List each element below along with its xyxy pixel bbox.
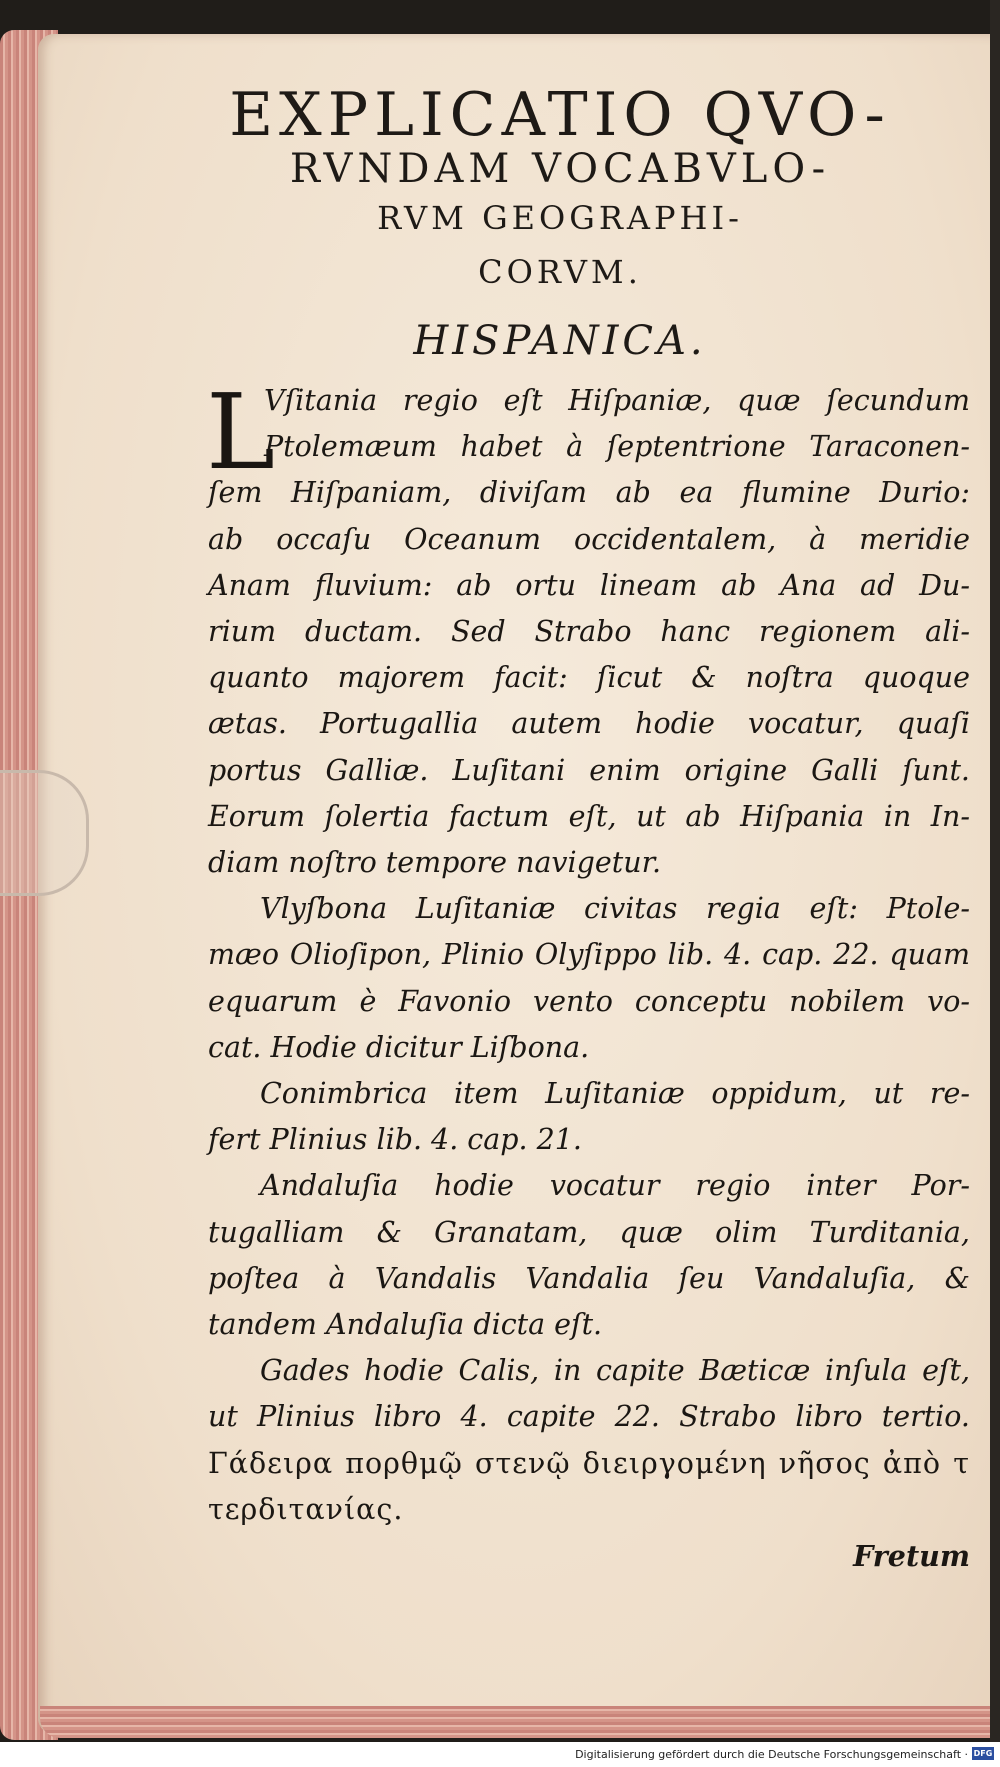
text-line: diam noſtro tempore navigetur.	[208, 846, 662, 880]
greek-text-line: τερδιτανίας.	[208, 1492, 404, 1526]
text-line: ab occaſu Oceanum occidentalem, à meridie	[208, 522, 970, 556]
right-border	[990, 0, 1000, 1767]
text-line: equarum è Favonio vento conceptu nobilem vo-	[208, 984, 970, 1018]
text-line: poſtea à Vandalis Vandalia ſeu Vandaluſia, &	[208, 1261, 970, 1295]
text-line: Eorum ſolertia factum eſt, ut ab Hiſpania in In-	[208, 799, 970, 833]
dfg-logo-icon: DFG	[973, 1749, 993, 1758]
text-line: portus Galliæ. Luſitani enim origine Galli ſunt.	[208, 753, 970, 787]
bookmark-tab	[0, 770, 89, 896]
text-line: Andaluſia hodie vocatur regio inter Por-	[260, 1169, 970, 1203]
title-line-2: RVNDAM VOCABVLO-	[289, 146, 831, 192]
text-line: Vlyſbona Luſitaniæ civitas regia eſt: Ptole-	[260, 892, 970, 926]
section-heading: HISPANICA.	[413, 318, 707, 364]
text-line: fert Plinius lib. 4. cap. 21.	[208, 1123, 582, 1157]
footer-bar	[0, 1742, 1000, 1767]
catchword: Fretum	[853, 1539, 970, 1574]
title-line-4: CORVM.	[478, 253, 642, 291]
text-line: rium ductam. Sed Strabo hanc regionem ali-	[208, 615, 970, 649]
text-line: mæo Olioſipon, Plinio Olyſippo lib. 4. cap. 22. quam	[208, 938, 970, 972]
text-line: Ptolemæum habet à ſeptentrione Taraconen-	[264, 430, 970, 464]
text-line: ut Plinius libro 4. capite 22. Strabo libro tertio.	[208, 1400, 970, 1434]
text-line: cat. Hodie dicitur Liſbona.	[208, 1030, 590, 1064]
drop-cap: L	[206, 371, 276, 493]
title-line-3: RVM GEOGRAPHI-	[377, 199, 743, 237]
text-line: Gades hodie Calis, in capite Bæticæ inſula eſt,	[260, 1354, 970, 1388]
text-line: ſem Hiſpaniam, diviſam ab ea flumine Durio:	[208, 476, 970, 510]
text-line: quanto majorem facit: ſicut & noſtra quoque	[208, 661, 970, 695]
text-line: tandem Andaluſia dicta eſt.	[208, 1308, 603, 1342]
funding-credit: Digitalisierung gefördert durch die Deutsche Forschungsgemeinschaft ·	[575, 1748, 968, 1761]
text-line: Conimbrica item Luſitaniæ oppidum, ut re-	[260, 1077, 970, 1111]
greek-text-line: Γάδειρα πορθμῷ στενῷ διειργομένη νῆσος ἀπὸ τ	[208, 1446, 970, 1480]
body-text	[206, 371, 970, 1579]
text-line: tugalliam & Granatam, quæ olim Turditania,	[208, 1215, 970, 1249]
text-line: Anam fluvium: ab ortu lineam ab Ana ad Du-	[208, 568, 970, 602]
text-line: ætas. Portugallia autem hodie vocatur, quaſi	[208, 707, 970, 741]
page-bottom-edges	[40, 1706, 1000, 1738]
title-line-1: EXPLICATIO QVO-	[229, 80, 891, 150]
text-line: Vſitania regio eſt Hiſpaniæ, quæ ſecundum	[264, 384, 970, 417]
